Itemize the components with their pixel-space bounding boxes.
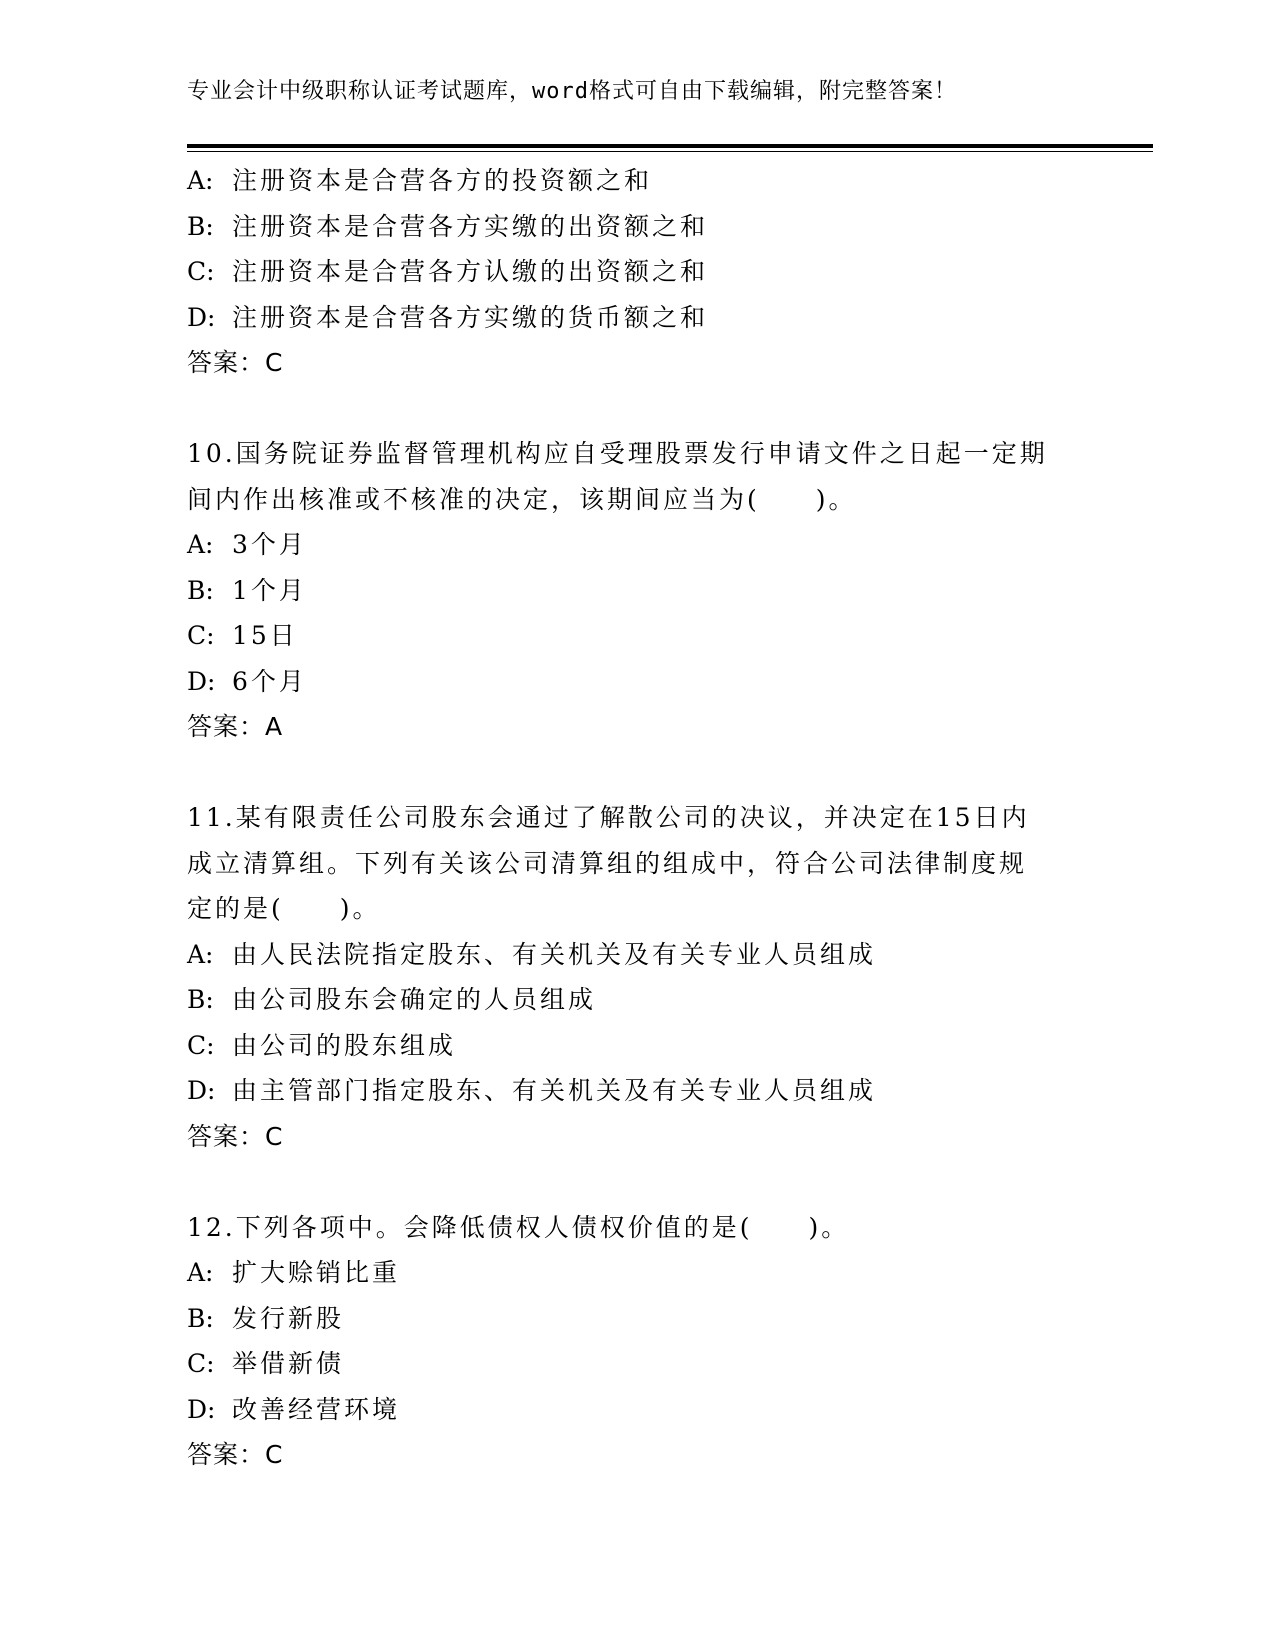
option-letter: A: (187, 166, 214, 195)
option-letter: B: (187, 1303, 214, 1333)
option-c (187, 613, 1087, 659)
option-text: 注册资本是合营各方实缴的出资额之和 (232, 211, 709, 241)
option-letter: C: (187, 621, 215, 650)
option-letter: D: (187, 666, 216, 696)
option-text: 6个月 (232, 666, 307, 696)
option-a (187, 158, 1087, 204)
option-letter: B: (187, 575, 214, 605)
option-letter: D: (187, 1076, 216, 1105)
option-a (187, 932, 1087, 978)
option-a (187, 522, 1087, 568)
option-text: 改善经营环境 (232, 1394, 401, 1424)
option-b (187, 977, 1087, 1023)
option-text: 由公司股东会确定的人员组成 (232, 985, 597, 1014)
document-body (187, 158, 1087, 1478)
option-text: 由人民法院指定股东、有关机关及有关专业人员组成 (232, 939, 877, 969)
option-b (187, 1296, 1087, 1342)
option-letter: D: (187, 302, 216, 332)
option-letter: C: (187, 257, 215, 286)
option-letter: B: (187, 985, 214, 1014)
option-d (187, 295, 1087, 341)
option-text: 注册资本是合营各方认缴的出资额之和 (232, 257, 709, 286)
answer: 答案：C (187, 1121, 284, 1151)
option-c (187, 1023, 1087, 1069)
question-10 (187, 431, 1087, 750)
option-b (187, 204, 1087, 250)
option-letter: A: (187, 1258, 214, 1287)
question-12 (187, 1205, 1087, 1478)
option-text: 注册资本是合营各方实缴的货币额之和 (232, 302, 709, 332)
option-d (187, 1068, 1087, 1114)
question-stem-line: 12.下列各项中。会降低债权人债权价值的是( )。 (187, 1212, 850, 1242)
spacer (187, 1159, 1087, 1205)
option-text: 发行新股 (232, 1303, 345, 1333)
header-rule-thin (187, 151, 1153, 152)
option-letter: A: (187, 939, 214, 969)
option-letter: B: (187, 211, 214, 241)
option-text: 注册资本是合营各方的投资额之和 (232, 166, 653, 195)
option-letter: D: (187, 1394, 216, 1424)
option-text: 15日 (232, 621, 298, 650)
option-letter: A: (187, 530, 214, 559)
option-text: 由公司的股东组成 (232, 1030, 457, 1060)
option-c (187, 1341, 1087, 1387)
answer: 答案：C (187, 1440, 284, 1469)
question-stem-line: 10.国务院证券监督管理机构应自受理股票发行申请文件之日起一定期 (187, 439, 1048, 468)
option-text: 3个月 (232, 530, 307, 559)
question-stem-line: 成立清算组。下列有关该公司清算组的组成中，符合公司法律制度规 (187, 848, 1028, 878)
option-c (187, 249, 1087, 295)
question-stem-line: 11.某有限责任公司股东会通过了解散公司的决议，并决定在15日内 (187, 803, 1030, 832)
option-d (187, 659, 1087, 705)
option-text: 举借新债 (232, 1349, 345, 1378)
option-b (187, 568, 1087, 614)
option-a (187, 1250, 1087, 1296)
question-stem-line: 间内作出核准或不核准的决定，该期间应当为( )。 (187, 484, 857, 514)
question-11 (187, 795, 1087, 1159)
answer: 答案：A (187, 712, 284, 741)
page-header: 专业会计中级职称认证考试题库，word格式可自由下载编辑，附完整答案！ (187, 79, 957, 104)
option-text: 由主管部门指定股东、有关机关及有关专业人员组成 (232, 1076, 877, 1105)
spacer (187, 750, 1087, 796)
option-d (187, 1387, 1087, 1433)
answer: 答案：C (187, 348, 284, 377)
option-letter: C: (187, 1349, 215, 1378)
header-rule-thick (187, 144, 1153, 148)
question-stem-line: 定的是( )。 (187, 894, 381, 923)
option-text: 1个月 (232, 575, 307, 605)
question-9 (187, 158, 1087, 386)
spacer (187, 386, 1087, 432)
option-text: 扩大赊销比重 (232, 1258, 401, 1287)
option-letter: C: (187, 1030, 215, 1060)
